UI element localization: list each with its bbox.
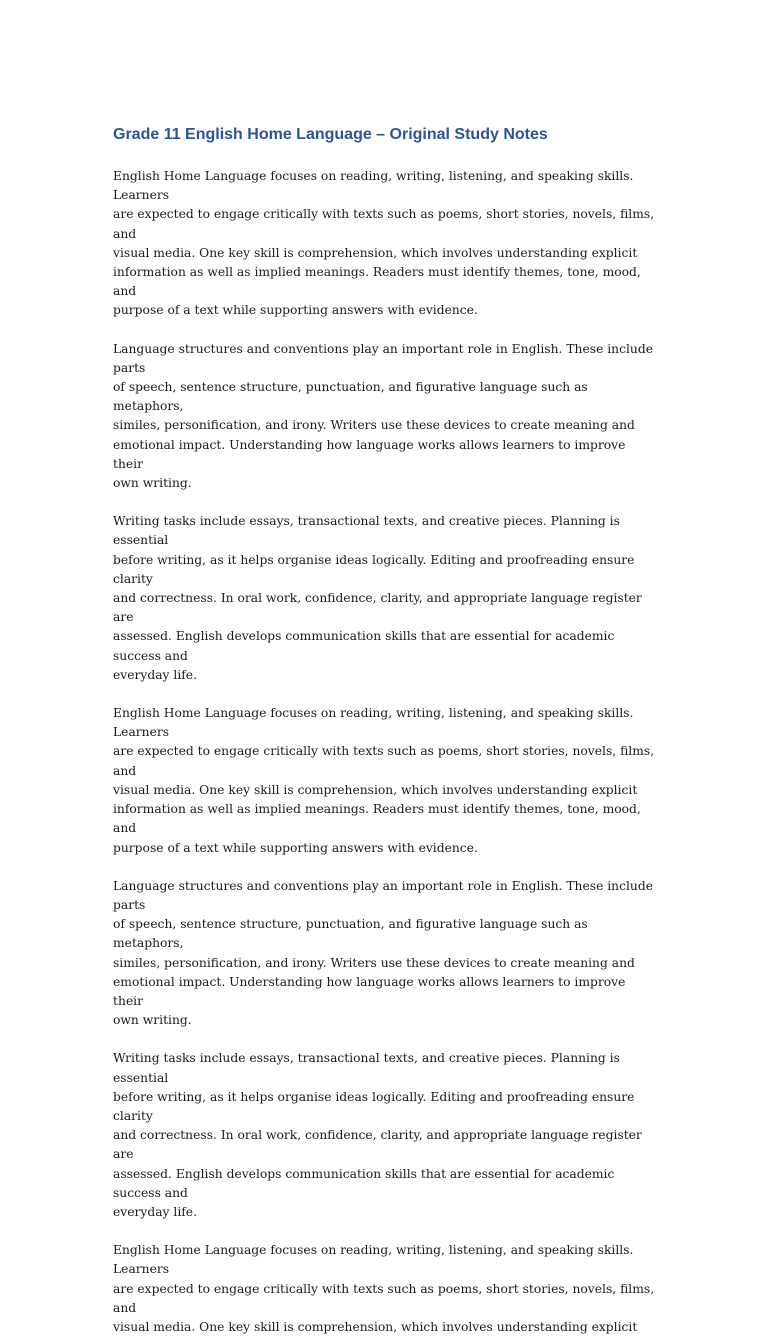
document-body	[113, 167, 658, 1337]
paragraph-5: Language structures and conventions play an important role in English. These include parts of speech, sentence structure, punctuation, and figurative language such as metaphors, similes, personification, and irony. Writers use these devices to create meaning and emotional impact. Understanding how language works allows learners to improve their own writing.	[113, 878, 653, 1028]
paragraph-6: Writing tasks include essays, transactional texts, and creative pieces. Planning is essential before writing, as it helps organise ideas logically. Editing and proofreading ensure clarity and correctness. In oral work, confidence, clarity, and appropriate language register are assessed. English develops communication skills that are essential for academic success and everyday life.	[113, 1051, 642, 1219]
document-title: Grade 11 English Home Language – Original Study Notes	[113, 126, 548, 143]
paragraph-2: Language structures and conventions play an important role in English. These include parts of speech, sentence structure, punctuation, and figurative language such as metaphors, similes, personification, and irony. Writers use these devices to create meaning and emotional impact. Understanding how language works allows learners to improve their own writing.	[113, 341, 653, 491]
paragraph-3: Writing tasks include essays, transactional texts, and creative pieces. Planning is essential before writing, as it helps organise ideas logically. Editing and proofreading ensure clarity and correctness. In oral work, confidence, clarity, and appropriate language register are assessed. English develops communication skills that are essential for academic success and everyday life.	[113, 514, 642, 682]
paragraph-1: English Home Language focuses on reading, writing, listening, and speaking skills. Learners are expected to engage critically with texts such as poems, short stories, novels, films, and visual media. One key skill is comprehension, which involves understanding explicit information as well as implied meanings. Readers must identify themes, tone, mood, and purpose of a text while supporting answers with evidence.	[113, 169, 655, 318]
paragraph-4: English Home Language focuses on reading, writing, listening, and speaking skills. Learners are expected to engage critically with texts such as poems, short stories, novels, films, and visual media. One key skill is comprehension, which involves understanding explicit information as well as implied meanings. Readers must identify themes, tone, mood, and purpose of a text while supporting answers with evidence.	[113, 706, 655, 855]
paragraph-7: English Home Language focuses on reading, writing, listening, and speaking skills. Learners are expected to engage critically with texts such as poems, short stories, novels, films, and visual media. One key skill is comprehension, which involves understanding explicit	[113, 1243, 655, 1334]
